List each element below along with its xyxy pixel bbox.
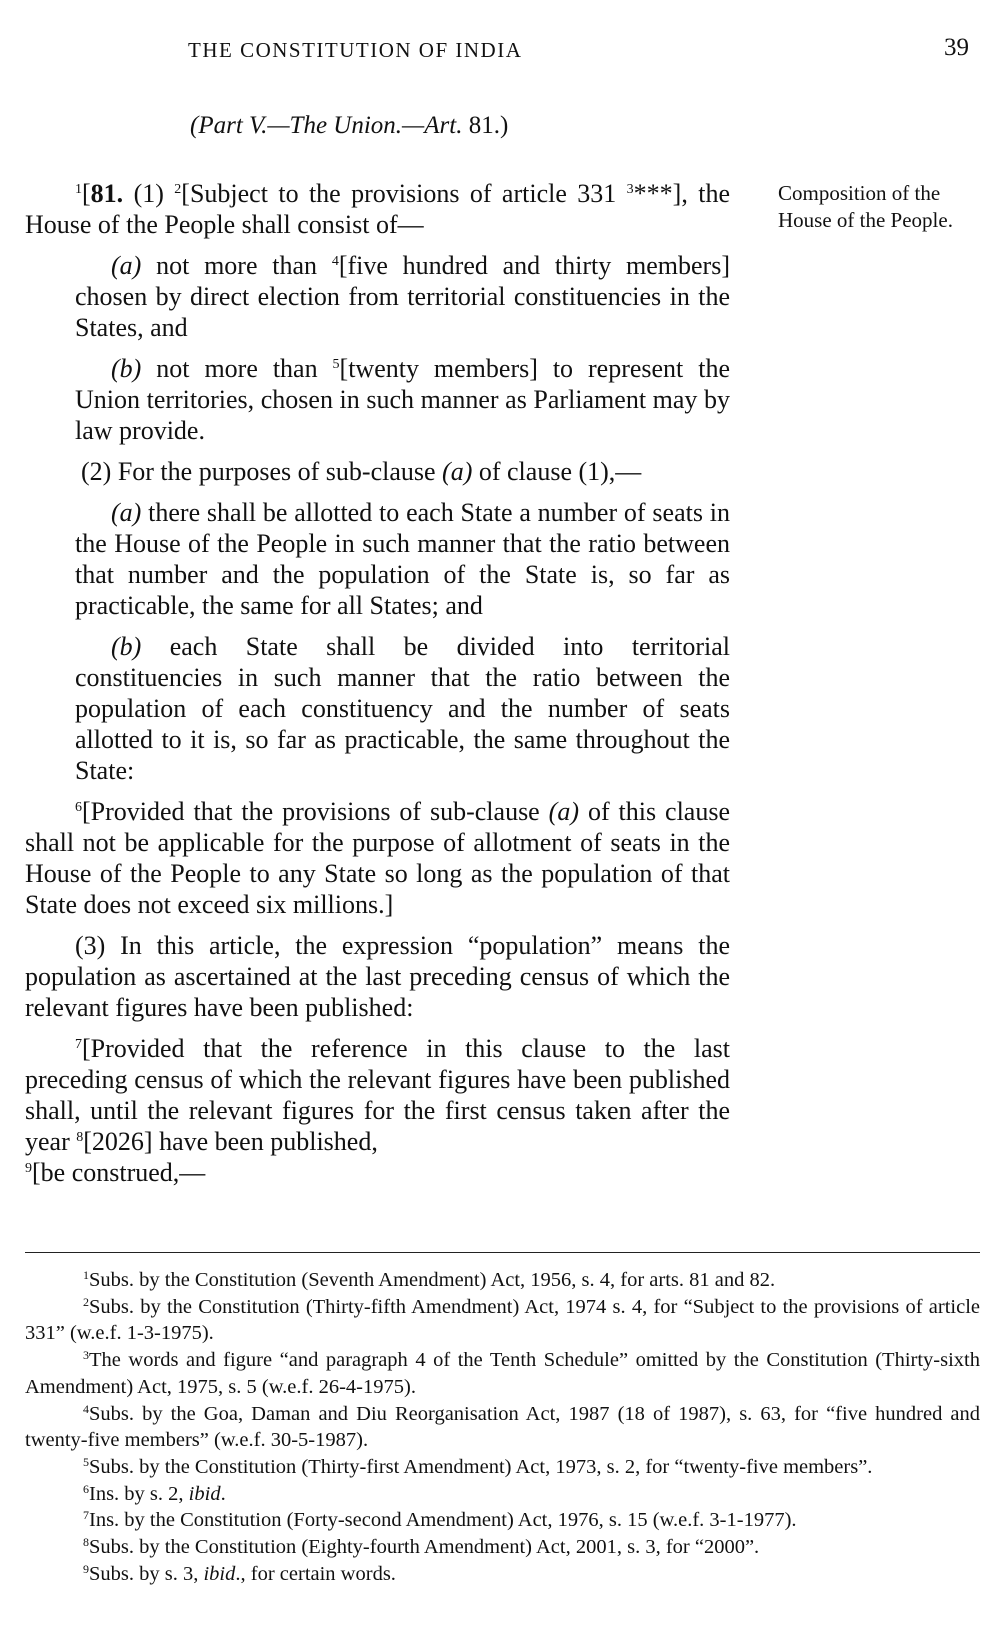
text-span: [Subject to the provisions of article 331 — [181, 179, 627, 208]
page-header-title: THE CONSTITUTION OF INDIA — [188, 38, 523, 62]
footnote-text: Subs. by the Goa, Daman and Diu Reorganisation Act, 1987 (18 of 1987), s. 63, for “five hundred and twenty-five members” (w.e.f. 30-5-1987). — [25, 1402, 980, 1452]
footnote-ref[interactable]: 7 — [75, 1037, 82, 1052]
footnote-ref[interactable]: 6 — [75, 800, 82, 815]
footnote-text: Subs. by the Constitution (Eighty-fourth Amendment) Act, 2001, s. 3, for “2000”. — [89, 1536, 760, 1559]
text-span: [five hundred and thirty members] chosen by direct election from territorial constituencies in the States, and — [75, 251, 730, 342]
clause-letter: (b) — [111, 632, 142, 661]
running-head — [190, 112, 508, 140]
footnote-ref[interactable]: 2 — [174, 182, 182, 197]
proviso-2 — [25, 1033, 730, 1157]
footnote-number: 7 — [83, 1508, 89, 1523]
footnote-7 — [25, 1507, 980, 1534]
footnotes — [25, 1267, 980, 1587]
footnote-5 — [25, 1454, 980, 1481]
clause-letter: (a) — [111, 251, 142, 280]
footnote-text: Ins. by s. 2, — [89, 1482, 189, 1505]
footnote-number: 8 — [83, 1535, 89, 1550]
text-span: [2026] have been published, — [83, 1127, 378, 1156]
text-span: [twenty members] to represent the Union territories, chosen in such manner as Parliament may by law provide. — [75, 354, 730, 445]
clause-1-intro — [25, 178, 730, 240]
footnote-number: 5 — [83, 1454, 89, 1469]
text-span: [Provided that the provisions of sub-clause — [82, 797, 549, 826]
marginal-note: Composition of the House of the People. — [778, 181, 953, 232]
article-body — [25, 178, 730, 1188]
sub-clause-1b — [25, 353, 730, 446]
clause-2-intro — [25, 456, 730, 487]
text-span: not more than — [141, 354, 333, 383]
footnote-number: 4 — [83, 1401, 89, 1416]
footnote-number: 3 — [83, 1348, 89, 1363]
footnote-text: ., for certain words. — [235, 1562, 396, 1585]
text-span: ***], the House of the People shall consist of— — [25, 179, 730, 239]
clause-3: (3) In this article, the expression “population” means the population as ascertained at the last preceding census of which the relevant figures have been published: — [25, 931, 730, 1022]
footnote-1 — [25, 1267, 980, 1294]
footnote-text: . — [220, 1482, 226, 1505]
footnote-number: 1 — [83, 1268, 89, 1282]
footnote-text: The words and figure “and paragraph 4 of the Tenth Schedule” omitted by the Constitution (Thirty-sixth Amendment) Act, 1975, s. 5 (w.e.f. 26-4-1975). — [25, 1349, 980, 1398]
page-number: 39 — [944, 34, 969, 61]
clause-letter: (a) — [111, 498, 142, 527]
footnote-ref[interactable]: 5 — [332, 357, 340, 372]
footnote-text: Subs. by the Constitution (Seventh Amendment) Act, 1956, s. 4, for arts. 81 and 82. — [89, 1269, 776, 1291]
sub-clause-2b — [25, 631, 730, 786]
clause-letter: (a) — [548, 797, 579, 826]
footnote-number: 6 — [83, 1481, 89, 1496]
footnote-8 — [25, 1534, 980, 1561]
text-span: (2) For the purposes of sub-clause — [81, 457, 443, 486]
footnote-4 — [25, 1401, 980, 1454]
text-span: not more than — [141, 251, 332, 280]
footnote-italic: ibid — [188, 1482, 221, 1505]
text-span: of clause (1),— — [472, 457, 642, 486]
sub-clause-2a — [25, 497, 730, 621]
clause-letter: (a) — [442, 457, 473, 486]
footnote-text: Subs. by the Constitution (Thirty-fifth Amendment) Act, 1974 s. 4, for “Subject to the provisions of article 331” (w.e.f. 1-3-1975). — [25, 1295, 980, 1345]
footnote-ref[interactable]: 9 — [25, 1161, 32, 1176]
footnote-text: Ins. by the Constitution (Forty-second Amendment) Act, 1976, s. 15 (w.e.f. 3-1-1977). — [89, 1509, 797, 1532]
footnote-text: Subs. by s. 3, — [89, 1562, 204, 1585]
footnote-italic: ibid — [203, 1562, 236, 1585]
footnote-text: Subs. by the Constitution (Thirty-first Amendment) Act, 1973, s. 2, for “twenty-five members”. — [89, 1455, 873, 1478]
sub-clause-1a — [25, 250, 730, 343]
footnote-6 — [25, 1481, 980, 1508]
text-span: [ — [82, 179, 91, 208]
running-head-article: 81.) — [462, 112, 509, 139]
running-head-italic: (Part V.—The Union.—Art. — [190, 112, 463, 139]
proviso-1 — [25, 796, 730, 920]
clause-letter: (b) — [111, 354, 142, 383]
footnote-ref[interactable]: 8 — [76, 1130, 84, 1145]
footnote-9 — [25, 1561, 980, 1588]
text-span: [Provided that the reference in this clause to the last preceding census of which the relevant figures have been published shall, until the relevant figures for the first census taken after the year — [25, 1034, 730, 1156]
text-span: [be construed,— — [32, 1158, 206, 1187]
footnote-number: 2 — [83, 1294, 89, 1309]
text-span: of this clause shall not be applicable for the purpose of allotment of seats in the House of the People to any State so long as the population of that State does not exceed six millions.] — [25, 797, 731, 919]
proviso-2-continued — [25, 1157, 730, 1188]
footnote-divider — [25, 1252, 980, 1253]
text-span: each State shall be divided into territorial constituencies in such manner that the ratio between the population of each constituency and the number of seats allotted to it is, so far as practicable, the same throughout the State: — [75, 632, 730, 785]
footnote-number: 9 — [83, 1561, 89, 1576]
text-span: (1) — [123, 179, 175, 208]
footnote-2 — [25, 1294, 980, 1347]
footnote-ref[interactable]: 4 — [331, 254, 339, 269]
footnote-ref[interactable]: 3 — [626, 182, 634, 197]
footnote-3 — [25, 1347, 980, 1400]
article-number: 81. — [90, 179, 124, 208]
footnote-ref[interactable]: 1 — [75, 182, 82, 197]
text-span: there shall be allotted to each State a number of seats in the House of the People in such manner that the ratio between that number and the population of the State is, so far as practicable, the same for all States; and — [75, 498, 730, 620]
